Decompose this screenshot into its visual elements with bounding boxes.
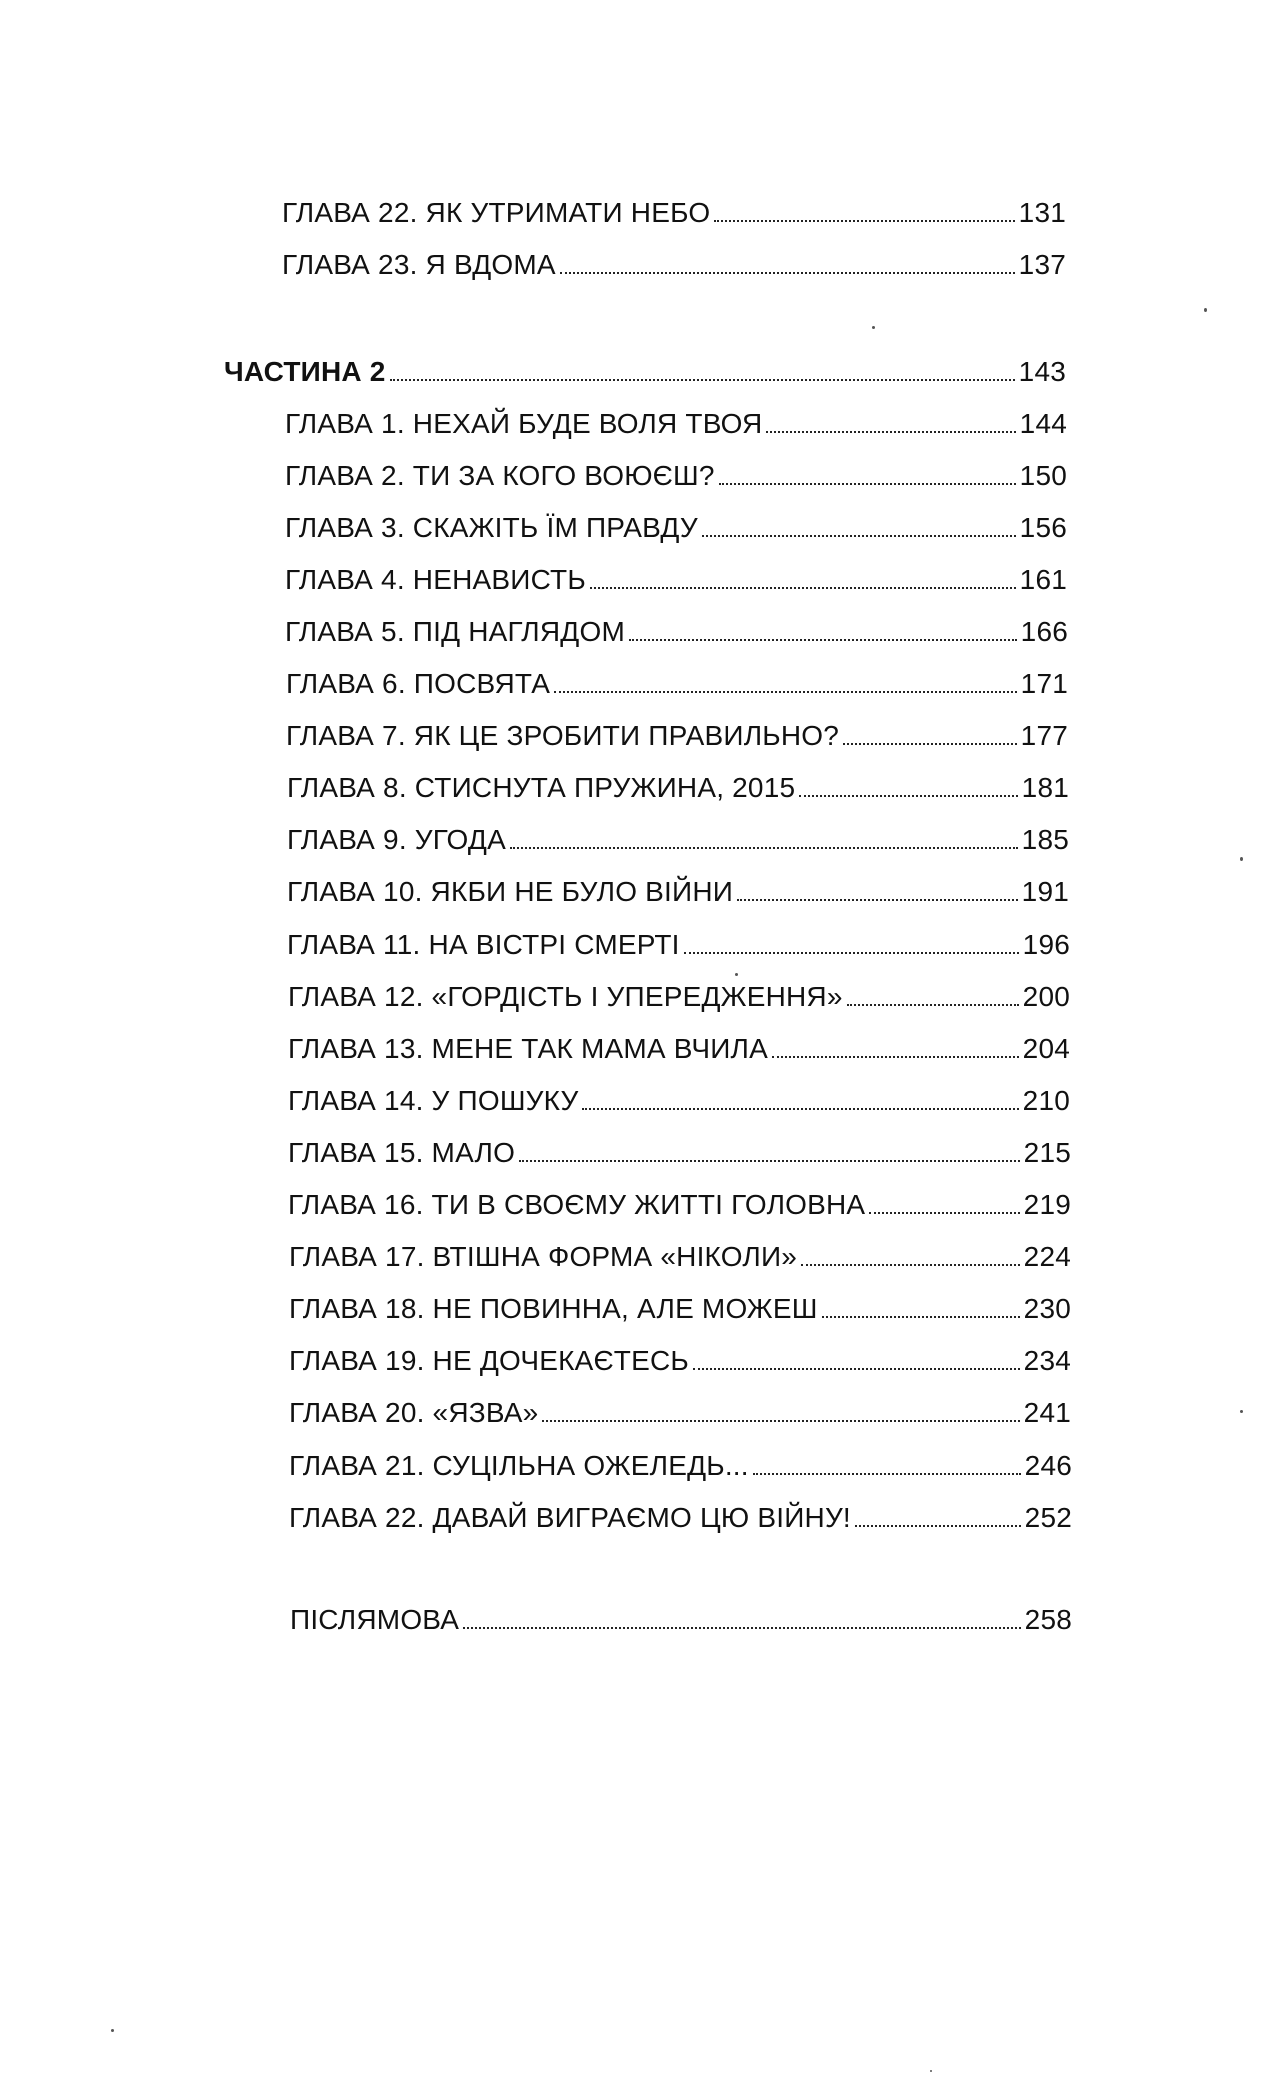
- toc-entry-page: 200: [1022, 981, 1070, 1012]
- toc-entry-page: 210: [1022, 1085, 1070, 1116]
- scan-speck: [872, 326, 875, 329]
- toc-entry-page: 150: [1019, 460, 1067, 491]
- toc-entry[interactable]: [285, 615, 1068, 649]
- scan-speck: [930, 2070, 932, 2072]
- dot-leader: [843, 742, 1017, 745]
- toc-entry-page: 177: [1020, 720, 1068, 751]
- toc-entry-page: 234: [1023, 1345, 1071, 1376]
- toc-entry[interactable]: [288, 1136, 1071, 1170]
- toc-entry-page: 246: [1024, 1450, 1072, 1481]
- toc-entry[interactable]: [287, 771, 1069, 805]
- dot-leader: [693, 1367, 1020, 1370]
- dot-leader: [847, 1003, 1019, 1006]
- toc-entry[interactable]: [289, 1501, 1072, 1535]
- toc-entry-page: 215: [1023, 1137, 1071, 1168]
- toc-entry-title: ГЛАВА 17. ВТІШНА ФОРМА «НІКОЛИ»: [289, 1241, 798, 1272]
- toc-entry-title: ГЛАВА 4. НЕНАВИСТЬ: [285, 564, 586, 595]
- toc-entry-page: 224: [1023, 1241, 1071, 1272]
- dot-leader: [629, 638, 1017, 641]
- toc-entry-page: 161: [1019, 564, 1067, 595]
- toc-entry-page: 191: [1021, 876, 1069, 907]
- toc-entry-page: 131: [1018, 197, 1066, 228]
- toc-entry[interactable]: [285, 407, 1067, 441]
- dot-leader: [801, 1263, 1020, 1266]
- toc-entry-page: 156: [1019, 512, 1067, 543]
- toc-entry-title: ГЛАВА 7. ЯК ЦЕ ЗРОБИТИ ПРАВИЛЬНО?: [286, 720, 840, 751]
- toc-entry-title: ГЛАВА 15. МАЛО: [288, 1137, 516, 1168]
- toc-entry[interactable]: [289, 1240, 1071, 1274]
- toc-entry[interactable]: [287, 928, 1070, 962]
- toc-entry-title: ГЛАВА 16. ТИ В СВОЄМУ ЖИТТІ ГОЛОВНА: [288, 1189, 866, 1220]
- toc-entry-title: ГЛАВА 23. Я ВДОМА: [282, 249, 556, 280]
- part-title: ЧАСТИНА 2: [224, 356, 386, 387]
- toc-entry[interactable]: [289, 1396, 1071, 1430]
- toc-afterword[interactable]: [290, 1603, 1072, 1637]
- toc-entry[interactable]: [285, 563, 1067, 597]
- dot-leader: [702, 534, 1016, 537]
- toc-entry-title: ГЛАВА 5. ПІД НАГЛЯДОМ: [285, 616, 625, 647]
- toc-entry[interactable]: [286, 667, 1068, 701]
- toc-entry-title: ГЛАВА 13. МЕНЕ ТАК МАМА ВЧИЛА: [288, 1033, 768, 1064]
- toc-entry-title: ГЛАВА 11. НА ВІСТРІ СМЕРТІ: [287, 929, 680, 960]
- dot-leader: [753, 1472, 1021, 1475]
- toc-entry-title: ГЛАВА 10. ЯКБИ НЕ БУЛО ВІЙНИ: [287, 876, 734, 907]
- toc-entry[interactable]: [282, 248, 1066, 282]
- toc-entry-page: 166: [1020, 616, 1068, 647]
- toc-entry-page: 196: [1022, 929, 1070, 960]
- dot-leader: [684, 951, 1019, 954]
- toc-entry-title: ГЛАВА 19. НЕ ДОЧЕКАЄТЕСЬ: [289, 1345, 689, 1376]
- dot-leader: [714, 219, 1014, 222]
- dot-leader: [560, 271, 1015, 274]
- toc-entry-page: 219: [1023, 1189, 1071, 1220]
- afterword-page: 258: [1024, 1604, 1072, 1635]
- toc-entry-title: ГЛАВА 2. ТИ ЗА КОГО ВОЮЄШ?: [285, 460, 715, 491]
- toc-entry-page: 144: [1019, 408, 1067, 439]
- part-page: 143: [1018, 356, 1066, 387]
- dot-leader: [719, 482, 1016, 485]
- toc-entry-page: 185: [1021, 824, 1069, 855]
- afterword-title: ПІСЛЯМОВА: [290, 1604, 460, 1635]
- toc-entry-title: ГЛАВА 8. СТИСНУТА ПРУЖИНА, 2015: [287, 772, 796, 803]
- toc-entry[interactable]: [287, 875, 1069, 909]
- toc-entry[interactable]: [286, 719, 1068, 753]
- dot-leader: [855, 1524, 1021, 1527]
- dot-leader: [510, 846, 1018, 849]
- toc-entry[interactable]: [282, 196, 1066, 230]
- toc-entry-page: 181: [1021, 772, 1069, 803]
- toc-entry[interactable]: [289, 1292, 1071, 1326]
- toc-entry-page: 241: [1023, 1397, 1071, 1428]
- toc-entry[interactable]: [288, 1084, 1070, 1118]
- toc-entry-page: 137: [1018, 249, 1066, 280]
- dot-leader: [766, 430, 1015, 433]
- toc-entry[interactable]: [287, 823, 1069, 857]
- dot-leader: [869, 1211, 1019, 1214]
- toc-entry[interactable]: [285, 459, 1067, 493]
- toc-entry-title: ГЛАВА 3. СКАЖІТЬ ЇМ ПРАВДУ: [285, 512, 698, 543]
- toc-entry[interactable]: [289, 1449, 1072, 1483]
- toc-entry-page: 204: [1022, 1033, 1070, 1064]
- dot-leader: [590, 586, 1016, 589]
- toc-entry-title: ГЛАВА 6. ПОСВЯТА: [286, 668, 551, 699]
- toc-entry-title: ГЛАВА 18. НЕ ПОВИННА, АЛЕ МОЖЕШ: [289, 1293, 818, 1324]
- dot-leader: [542, 1419, 1019, 1422]
- scan-speck: [735, 973, 738, 976]
- toc-part-heading[interactable]: [224, 355, 1066, 389]
- toc-entry-title: ГЛАВА 14. У ПОШУКУ: [288, 1085, 579, 1116]
- toc-entry[interactable]: [285, 511, 1067, 545]
- dot-leader: [554, 690, 1017, 693]
- toc-entry-title: ГЛАВА 20. «ЯЗВА»: [289, 1397, 539, 1428]
- toc-entry-title: ГЛАВА 21. СУЦІЛЬНА ОЖЕЛЕДЬ...: [289, 1450, 749, 1481]
- dot-leader: [463, 1626, 1021, 1629]
- toc-entry-title: ГЛАВА 22. ДАВАЙ ВИГРАЄМО ЦЮ ВІЙНУ!: [289, 1502, 851, 1533]
- scan-speck: [111, 2029, 114, 2032]
- scan-speck: [1240, 1410, 1243, 1413]
- toc-entry-title: ГЛАВА 22. ЯК УТРИМАТИ НЕБО: [282, 197, 711, 228]
- dot-leader: [582, 1107, 1018, 1110]
- toc-entry[interactable]: [288, 1032, 1070, 1066]
- toc-entry[interactable]: [289, 1344, 1071, 1378]
- dot-leader: [772, 1055, 1019, 1058]
- dot-leader: [822, 1315, 1020, 1318]
- toc-entry[interactable]: [288, 980, 1070, 1014]
- dot-leader: [799, 794, 1017, 797]
- dot-leader: [390, 378, 1015, 381]
- toc-entry-title: ГЛАВА 9. УГОДА: [287, 824, 506, 855]
- toc-entry-title: ГЛАВА 12. «ГОРДІСТЬ І УПЕРЕДЖЕННЯ»: [288, 981, 843, 1012]
- dot-leader: [737, 898, 1018, 901]
- scan-speck: [1204, 308, 1207, 312]
- toc-entry-title: ГЛАВА 1. НЕХАЙ БУДЕ ВОЛЯ ТВОЯ: [285, 408, 763, 439]
- toc-entry-page: 171: [1020, 668, 1068, 699]
- toc-entry-page: 252: [1024, 1502, 1072, 1533]
- toc-entry-page: 230: [1023, 1293, 1071, 1324]
- scan-speck: [1240, 857, 1243, 861]
- dot-leader: [519, 1159, 1020, 1162]
- toc-entry[interactable]: [288, 1188, 1071, 1222]
